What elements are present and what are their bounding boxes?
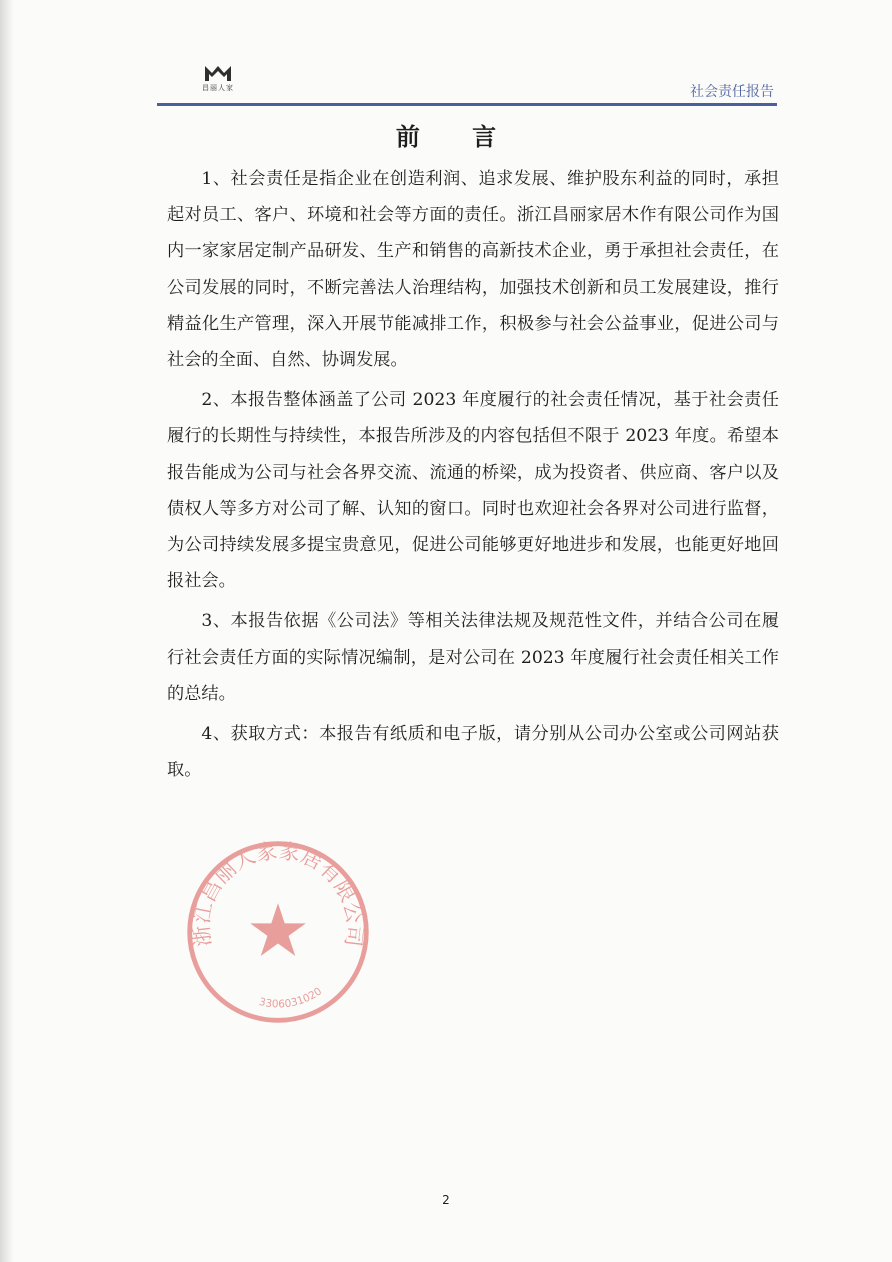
header-rule <box>157 103 777 106</box>
paragraph-1: 1、社会责任是指企业在创造利润、追求发展、维护股东利益的同时，承担起对员工、客户、环境和社会等方面的责任。浙江昌丽家居木作有限公司作为国内一家家居定制产品研发、生产和销售的高新技术企业，勇于承担社会责任，在公司发展的同时，不断完善法人治理结构，加强技术创新和员工发展建设，推行精益化生产管理，深入开展节能减排工作，积极参与社会公益事业，促进公司与社会的全面、自然、协调发展。 <box>167 169 779 371</box>
paragraph-3: 3、本报告依据《公司法》等相关法律法规及规范性文件，并结合公司在履行社会责任方面的实际情况编制，是对公司在 2023 年度履行社会责任相关工作的总结。 <box>167 611 779 704</box>
company-seal-stamp <box>182 836 374 1028</box>
scan-edge <box>0 0 14 1262</box>
document-body <box>167 161 779 792</box>
header-title: 社会责任报告 <box>690 84 774 100</box>
page-number: 2 <box>442 1193 450 1207</box>
logo-text: 昌丽人家 <box>202 84 234 92</box>
paragraph-4: 4、获取方式：本报告有纸质和电子版，请分别从公司办公室或公司网站获取。 <box>167 724 779 781</box>
seal-number: 3306031020 <box>257 985 325 1011</box>
paragraph-2: 2、本报告整体涵盖了公司 2023 年度履行的社会责任情况，基于社会责任履行的长期性与持续性，本报告所涉及的内容包括但不限于 2023 年度。希望本报告能成为公司与社会各界交流、流通的桥梁，成为投资者、供应商、客户以及债权人等多方对公司了解、认知的窗口。同时也欢迎社会各界对公司进行监督，为公司持续发展多提宝贵意见，促进公司能够更好地进步和发展，也能更好地回报社会。 <box>167 390 779 592</box>
logo-mark-icon <box>203 64 233 82</box>
seal-text: 浙江昌丽人家家居有限公司 <box>188 837 368 949</box>
company-logo <box>188 64 248 100</box>
page-title: 前 言 <box>395 122 519 151</box>
seal-star-icon <box>250 903 306 956</box>
